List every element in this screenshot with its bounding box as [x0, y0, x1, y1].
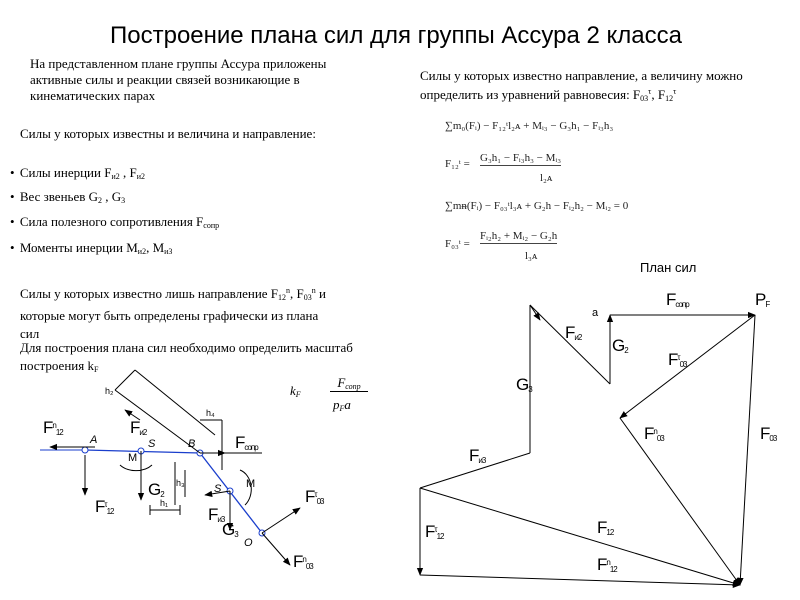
sub: F: [339, 404, 345, 413]
t: F: [597, 555, 607, 574]
t: n: [606, 558, 610, 567]
mech-dim-h1: h₁: [160, 498, 169, 508]
sub: сопр: [203, 221, 220, 230]
sub: и2: [136, 172, 145, 181]
t: 3: [234, 530, 238, 539]
t: G: [516, 375, 529, 394]
mech-label-f03n: [293, 552, 313, 572]
sub: и2: [111, 172, 120, 181]
sub: F: [93, 365, 99, 374]
sep: , М: [146, 240, 165, 255]
dim-h2-line: [135, 370, 215, 435]
t: P: [755, 290, 766, 309]
plan-label-f03: [760, 424, 776, 444]
sep: , F: [119, 165, 137, 180]
mech-dim-h3: h₃: [176, 478, 185, 488]
mech-label-f12n: [43, 418, 63, 438]
t: 12: [106, 507, 114, 516]
t: G: [148, 480, 161, 499]
text: сил: [20, 326, 40, 341]
bullet-text: Вес звеньев G: [19, 189, 98, 204]
force-plan-diagram: [420, 305, 755, 585]
f12-sup: τ: [673, 87, 677, 96]
text: k: [290, 383, 296, 398]
sup: n: [311, 286, 316, 295]
mech-point-s2: S: [148, 438, 156, 450]
t: 2: [624, 346, 628, 355]
t: 03: [316, 497, 324, 506]
sub: 2: [98, 196, 102, 205]
t: F: [43, 418, 53, 437]
arrow-f03t: [262, 508, 300, 533]
bullet-text: Силы инерции F: [19, 165, 112, 180]
text: построения k: [20, 358, 94, 373]
equation-2-den: l₂ᴀ: [540, 172, 553, 184]
text: F: [337, 375, 346, 390]
sup: n: [286, 286, 291, 295]
plan-label-f12: [597, 518, 613, 538]
t: F: [130, 418, 140, 437]
t: G: [222, 520, 235, 539]
plan-f03n: [620, 418, 740, 585]
t: и2: [574, 333, 582, 342]
text: Для построения плана сил необходимо определить масштаб: [20, 340, 353, 355]
sep: , F: [290, 286, 304, 301]
plan-label-g2: [612, 336, 628, 356]
plan-label-g3: [516, 375, 532, 395]
plan-label-f03n: [644, 424, 664, 444]
mech-label-fi2: [130, 418, 146, 438]
f12-sub: 12: [665, 94, 674, 103]
t: 03: [679, 360, 687, 369]
t: F: [666, 290, 676, 309]
plan-label-fi2: [565, 323, 581, 343]
t: 12: [55, 428, 63, 437]
text: которые могут быть определены графически из плана: [20, 308, 319, 323]
t: 12: [436, 532, 444, 541]
page-title: Построение плана сил для группы Ассура 2 класса: [110, 22, 683, 49]
bullet-text: Моменты инерции М: [19, 240, 138, 255]
mech-label-f03t: [305, 487, 323, 507]
t: 12: [606, 528, 614, 537]
sub: 12: [278, 293, 287, 302]
t: 12: [609, 565, 617, 574]
t: τ: [314, 490, 317, 499]
sub: и3: [164, 247, 173, 256]
mech-dim-h4: h₄: [206, 408, 215, 418]
joint-a: [82, 447, 88, 453]
t: F: [760, 424, 770, 443]
t: F: [235, 433, 245, 452]
t: F: [305, 487, 315, 506]
plan-label-a: a: [592, 307, 599, 319]
t: сопр: [244, 443, 258, 452]
mech-label-g3: [222, 520, 238, 540]
text: a: [344, 397, 351, 412]
equation-1: ∑m₀(Fᵢ) − F₁₂ᵗl₂ᴀ + Mᵢ₃ − G₃h₁ − Fᵢ₃h₃: [445, 120, 614, 132]
plan-label-fsopr: [666, 290, 689, 310]
mech-moment-mi3: M: [246, 478, 256, 490]
text: Силы у которых известно лишь направление F: [20, 286, 279, 301]
bullet-text: Сила полезного сопротивления F: [19, 214, 204, 229]
force-plan-title: План сил: [640, 260, 697, 275]
sub: сопр: [345, 382, 361, 391]
mech-dim-h2: h₂: [105, 386, 114, 396]
known-forces-heading: Силы у которых известны и величина и направление:: [20, 126, 316, 141]
t: F: [95, 497, 105, 516]
sub: 3: [121, 196, 126, 205]
mech-label-fsopr: [235, 433, 258, 453]
sub: и2: [137, 247, 147, 256]
sub: 03: [303, 293, 312, 302]
t: F: [208, 505, 218, 524]
plan-label-fi3: [469, 446, 485, 466]
equation-2-num: G₃h₁ − Fᵢ₃h₃ − Mᵢ₃: [480, 152, 562, 164]
t: F: [293, 552, 303, 571]
t: G: [612, 336, 625, 355]
t: τ: [104, 500, 107, 509]
intro-text: На представленном плане группы Ассура приложены активные силы и реакции связей возникающие в кинематических парах: [30, 56, 327, 103]
t: сопр: [675, 300, 689, 309]
t: F: [668, 350, 678, 369]
equation-4-lhs: F₀₃ᵗ =: [445, 238, 470, 250]
unknown-magnitude-text: Силы у которых известно направление, а величину можно определить из уравнений равновесия: F: [420, 68, 743, 102]
plan-label-f12t: [425, 522, 443, 542]
t: 03: [656, 434, 664, 443]
sep: , F: [651, 87, 666, 102]
plan-f12: [420, 488, 740, 585]
f03-sub: 03: [640, 94, 649, 103]
sep: , G: [102, 189, 122, 204]
mech-moment-mi2: M: [128, 452, 138, 464]
t: F: [469, 446, 479, 465]
plan-label-pf: [755, 290, 769, 310]
t: F: [425, 522, 435, 541]
dim-h2-tick: [115, 370, 135, 390]
mech-point-b: B: [188, 438, 196, 450]
t: n: [52, 421, 56, 430]
t: τ: [434, 525, 437, 534]
mech-label-f12t: [95, 497, 113, 517]
t: 2: [160, 490, 164, 499]
t: F: [644, 424, 654, 443]
plan-f12n: [420, 575, 740, 585]
arrow-f03n: [262, 533, 290, 565]
equation-3: ∑mᵰ(Fᵢ) − F₀₃ᵗl₃ᴀ + G₂h − Fᵢ₂h₂ − Mᵢ₂ = 0: [445, 200, 629, 212]
t: n: [302, 555, 306, 564]
t: 3: [528, 385, 532, 394]
text: и: [315, 286, 326, 301]
plan-label-f03t: [668, 350, 686, 370]
plan-label-f12n: [597, 555, 617, 575]
mech-label-g2: [148, 480, 164, 500]
t: n: [653, 427, 657, 436]
t: 03: [305, 562, 313, 571]
mech-point-o: O: [244, 537, 253, 549]
equation-4-den: l₃ᴀ: [525, 250, 538, 262]
text: p: [333, 397, 340, 412]
mech-point-s3: S: [214, 483, 222, 495]
t: F: [565, 323, 575, 342]
equation-4-num: Fᵢ₂h₂ + Mᵢ₂ − G₂h: [480, 230, 558, 242]
t: и2: [139, 428, 147, 437]
t: и3: [217, 515, 225, 524]
mech-point-a: A: [90, 434, 98, 446]
t: F: [765, 300, 770, 309]
t: 03: [769, 434, 777, 443]
equation-2-lhs: F₁₂ᵗ =: [445, 158, 470, 170]
plan-f03t: [620, 315, 755, 418]
plan-f03: [740, 315, 755, 585]
f03-sup: τ: [648, 87, 652, 96]
t: и3: [478, 456, 486, 465]
t: τ: [677, 353, 680, 362]
sub: F: [295, 390, 301, 399]
mechanism-diagram: [40, 370, 300, 565]
t: F: [597, 518, 607, 537]
plan-start-arrow: [530, 305, 540, 320]
moment-mi2-arc: [120, 465, 152, 471]
